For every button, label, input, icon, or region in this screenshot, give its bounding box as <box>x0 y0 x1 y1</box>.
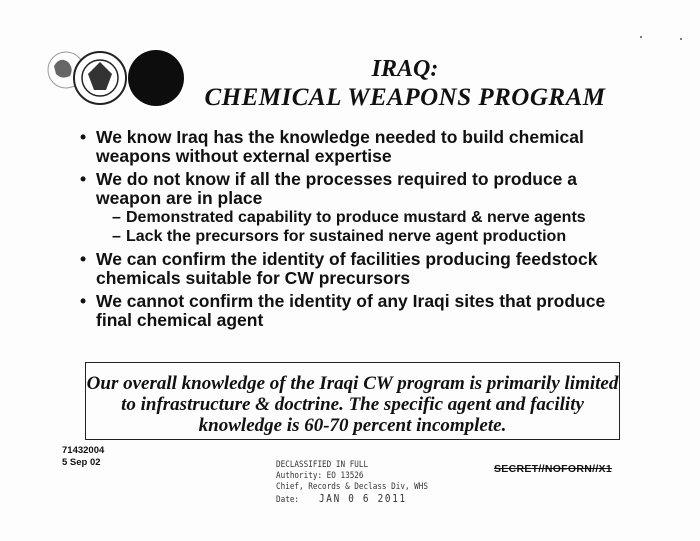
bullet-item <box>80 170 640 208</box>
title-line-2: CHEMICAL WEAPONS PROGRAM <box>204 84 606 111</box>
document-date: 5 Sep 02 <box>62 457 101 468</box>
document-number: 71432004 <box>62 445 105 456</box>
bullet-text: We do not know if all the processes required to produce a weapon are in place <box>96 169 578 208</box>
sub-bullet-item: – Demonstrated capability to produce mustard & nerve agents <box>80 208 640 227</box>
title-line-1: IRAQ: <box>371 56 439 82</box>
bullet-item: • We can confirm the identity of facilities producing feedstock chemicals suitable for CW precursors <box>80 250 640 288</box>
document-id <box>62 445 104 469</box>
logo-group <box>40 40 190 120</box>
bullet-list <box>80 128 640 334</box>
stamp-date-row <box>276 493 428 506</box>
stamp-line-3: Chief, Records & Declass Div, WHS <box>276 482 428 492</box>
scan-speck <box>640 36 642 38</box>
bullet-item: • We cannot confirm the identity of any Iraqi sites that produce final chemical agent <box>80 292 640 330</box>
stamp-date-label: Date: <box>276 495 300 505</box>
scan-speck <box>680 38 682 40</box>
summary-text: Our overall knowledge of the Iraqi CW program is primarily limited to infrastructure & doctrine. The specific agent and facility knowledge is 60-70 percent incomplete. <box>86 373 619 436</box>
classification-marking: SECRET//NOFORN//X1 <box>494 463 612 475</box>
bullet-item: • We know Iraq has the knowledge needed to build chemical weapons without external expertise <box>80 128 640 166</box>
slide-title <box>190 55 620 113</box>
sub-bullet-item: – Lack the precursors for sustained nerve agent production <box>80 227 640 246</box>
stamp-line-1: DECLASSIFIED IN FULL <box>276 460 369 470</box>
stamp-date-value: JAN 0 6 2011 <box>318 492 407 505</box>
stamp-line-2: Authority: EO 13526 <box>276 471 364 481</box>
declassification-stamp <box>276 460 428 506</box>
seal-icon <box>40 40 190 120</box>
summary-box <box>85 362 620 440</box>
